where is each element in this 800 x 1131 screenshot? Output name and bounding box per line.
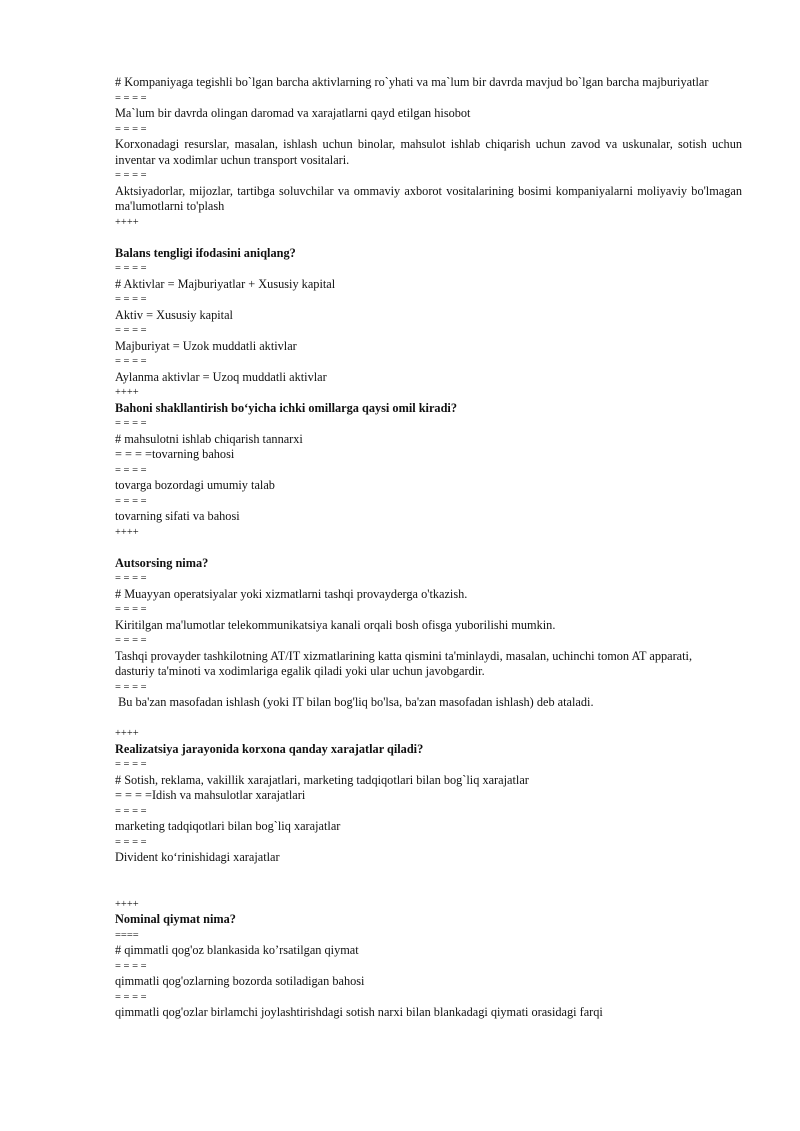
- question-end-marker: ++++: [115, 216, 139, 228]
- separator: = = = =: [115, 294, 147, 305]
- question-end-marker: ++++: [115, 728, 139, 739]
- answer-option: Aktsiyadorlar, mijozlar, tartibga soluvchilar va ommaviy axborot vositalarining bosimi kompaniyalarni moliyaviy bo'lmagan ma'lumotlarni to'plash: [115, 183, 746, 213]
- separator: = = = =: [115, 805, 147, 817]
- question-heading: Balans tengligi ifodasini aniqlang?: [115, 245, 296, 260]
- separator: = = = =: [115, 759, 147, 770]
- answer-option: = = = =tovarning bahosi: [115, 447, 235, 461]
- answer-correct: # Sotish, reklama, vakillik xarajatlari, marketing tadqiqotlari bilan bog`liq xarajatlar: [115, 772, 529, 787]
- answer-option: tovarning sifati va bahosi: [115, 509, 240, 523]
- answer-option: qimmatli qog'ozlarning bozorda sotiladigan bahosi: [115, 974, 365, 988]
- answer-correct: # Muayyan operatsiyalar yoki xizmatlarni tashqi provayderga o'tkazish.: [115, 586, 468, 601]
- blank-line: [115, 866, 742, 882]
- separator: = = = =: [115, 92, 147, 104]
- separator: = = = =: [115, 418, 147, 429]
- separator: = = = =: [115, 123, 147, 135]
- blank-line: [115, 881, 742, 897]
- answer-option: Bu ba'zan masofadan ishlash (yoki IT bilan bog'liq bo'lsa, ba'zan masofadan ishlash) deb ataladi.: [115, 695, 594, 709]
- question-heading: Realizatsiya jarayonida korxona qanday xarajatlar qiladi?: [115, 741, 424, 756]
- answer-correct: # mahsulotni ishlab chiqarish tannarxi: [115, 431, 303, 446]
- separator: = = = =: [115, 573, 147, 584]
- separator: = = = =: [115, 681, 147, 693]
- separator: = = = =: [115, 263, 147, 274]
- answer-option: = = = =Idish va mahsulotlar xarajatlari: [115, 788, 306, 802]
- answer-option: Divident ko‘rinishidagi xarajatlar: [115, 850, 280, 864]
- answer-option: Ma`lum bir davrda olingan daromad va xarajatlarni qayd etilgan hisobot: [115, 106, 471, 120]
- separator: = = = =: [115, 495, 147, 507]
- question-heading: Bahoni shakllantirish bo‘yicha ichki omillarga qaysi omil kiradi?: [115, 400, 457, 415]
- document-body: [115, 75, 746, 1021]
- answer-option: marketing tadqiqotlari bilan bog`liq xarajatlar: [115, 819, 341, 833]
- answer-correct: # Aktivlar = Majburiyatlar + Xususiy kapital: [115, 276, 336, 291]
- separator: = = = =: [115, 635, 147, 646]
- separator: = = = =: [115, 170, 147, 181]
- separator: = = = =: [115, 960, 147, 972]
- answer-option: Kiritilgan ma'lumotlar telekommunikatsiya kanali orqali bosh ofisga yuborilishi mumkin.: [115, 617, 556, 632]
- question-heading: Autsorsing nima?: [115, 555, 209, 570]
- answer-option: Korxonadagi resurslar, masalan, ishlash uchun binolar, mahsulot ishlab chiqarish uchun zavod va uskunalar, sotish uchun inventar va xodimlar uchun transport vositalari.: [115, 137, 746, 167]
- answer-option: Aktiv = Xususiy kapital: [115, 307, 233, 322]
- question-end-marker: ++++: [115, 526, 139, 538]
- question-heading: Nominal qiymat nima?: [115, 912, 236, 926]
- separator: = = = =: [115, 464, 147, 476]
- separator: = = = =: [115, 356, 147, 367]
- question-end-marker: ++++: [115, 387, 139, 398]
- separator: = = = =: [115, 991, 147, 1003]
- answer-option: tovarga bozordagi umumiy talab: [115, 478, 275, 492]
- separator: = = = =: [115, 325, 147, 336]
- separator: ====: [115, 929, 139, 941]
- separator: = = = =: [115, 836, 147, 848]
- answer-correct: # Kompaniyaga tegishli bo`lgan barcha aktivlarning ro`yhati va ma`lum bir davrda mavjud bo`lgan barcha majburiyatlar: [115, 75, 709, 89]
- answer-option: qimmatli qog'ozlar birlamchi joylashtirishdagi sotish narxi bilan blankadagi qiymati orasidagi farqi: [115, 1005, 603, 1019]
- blank-line: [115, 711, 742, 727]
- answer-option: Aylanma aktivlar = Uzoq muddatli aktivlar: [115, 369, 327, 384]
- answer-correct: # qimmatli qog'oz blankasida ko’rsatilgan qiymat: [115, 943, 359, 957]
- blank-line: [115, 540, 742, 556]
- question-end-marker: ++++: [115, 898, 139, 910]
- answer-option: Tashqi provayder tashkilotning AT/IT xizmatlarining katta qismini ta'minlaydi, masalan, uchinchi tomon AT apparati,: [115, 648, 693, 663]
- answer-option-continued: dasturiy ta'minoti va xodimlariga egalik qiladi yoki ular uchun javobgardir.: [115, 664, 485, 678]
- blank-line: [115, 230, 742, 246]
- separator: = = = =: [115, 604, 147, 615]
- answer-option: Majburiyat = Uzok muddatli aktivlar: [115, 338, 297, 353]
